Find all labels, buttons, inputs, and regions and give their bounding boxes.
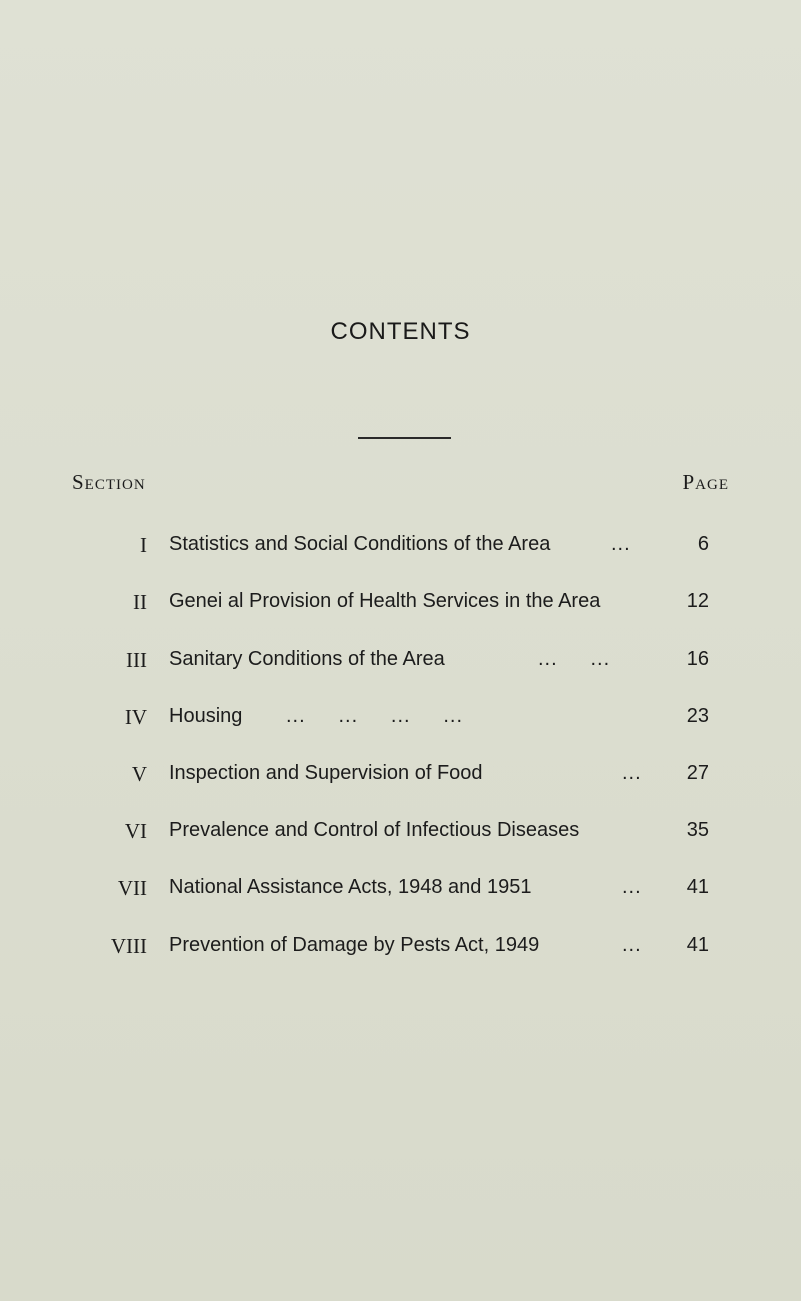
toc-entry-4	[0, 705, 801, 735]
page-number: 35	[686, 819, 709, 841]
section-number: VII	[117, 876, 147, 900]
section-number: III	[126, 648, 147, 672]
leader-dots: ...	[622, 934, 642, 956]
section-title: Prevalence and Control of Infectious Diseases	[169, 819, 580, 841]
section-number: VI	[124, 819, 147, 843]
section-title: Sanitary Conditions of the Area	[169, 648, 445, 670]
leader-dots: ...	[622, 876, 642, 898]
section-column-header: Section	[72, 470, 146, 494]
title-divider	[358, 437, 451, 439]
page-number: 16	[686, 648, 709, 670]
toc-entry-6	[0, 819, 801, 849]
page-title: CONTENTS	[330, 318, 471, 345]
leader-dots: ... ... ... ...	[286, 705, 464, 727]
page-number: 41	[686, 876, 709, 898]
section-title: Housing	[169, 705, 243, 727]
section-number: I	[140, 533, 147, 557]
toc-entry-2	[0, 590, 801, 620]
section-number: II	[133, 590, 147, 614]
section-title: Genei al Provision of Health Services in the Area	[169, 590, 601, 612]
section-number: VIII	[110, 934, 147, 958]
toc-entry-1	[0, 533, 801, 563]
page-number: 27	[686, 762, 709, 784]
section-title: Prevention of Damage by Pests Act, 1949	[169, 934, 540, 956]
page-number: 12	[686, 590, 709, 612]
toc-entry-3	[0, 648, 801, 678]
leader-dots: ...	[611, 533, 631, 555]
section-title: Inspection and Supervision of Food	[169, 762, 483, 784]
page-number: 6	[697, 533, 709, 555]
section-title: Statistics and Social Conditions of the Area	[169, 533, 551, 555]
leader-dots: ... ...	[538, 648, 611, 670]
page-number: 41	[686, 934, 709, 956]
page-number: 23	[686, 705, 709, 727]
toc-entry-7	[0, 876, 801, 906]
section-number: V	[131, 762, 147, 786]
section-number: IV	[124, 705, 147, 729]
toc-entry-8	[0, 934, 801, 964]
page-column-header: Page	[682, 470, 729, 494]
leader-dots: ...	[622, 762, 642, 784]
section-title: National Assistance Acts, 1948 and 1951	[169, 876, 532, 898]
toc-entry-5	[0, 762, 801, 792]
